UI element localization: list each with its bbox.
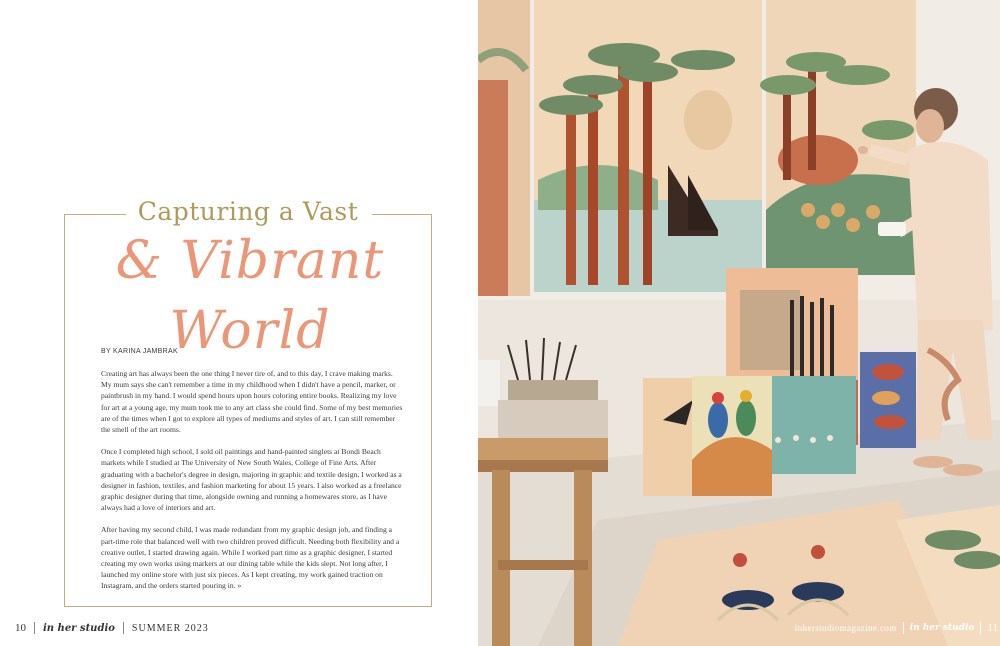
page-number: 11 [987,622,998,634]
article-body [101,368,404,603]
frame-top-left [64,214,126,215]
paragraph: Once I completed high school, I sold oil paintings and hand-painted singlets at Bondi Beach markets while I studied at The University of New South Wales, College of Fine Arts. After graduating with a bachelor's degree in design, majoring in graphic and textile design, I worked as a designer in fashion, textiles, and fashion marketing for about 15 years. I also worked as a freelance graphic designer during that time, alongside owning and running a homewares store, as I have always had a love of interiors and art. [101,447,402,513]
article-title-line1: Capturing a Vast [137,197,359,226]
footer-left [15,620,209,636]
magazine-logo: in her studio [43,622,115,634]
magazine-logo: in her studio [909,623,975,633]
issue-label: SUMMER 2023 [131,622,209,634]
article-title-line2: & Vibrant World [115,231,385,361]
left-page [0,0,478,646]
footer-divider [903,622,904,634]
frame-top-right [372,214,431,215]
studio-photo [478,0,1000,646]
footer-divider [34,622,35,634]
byline: BY KARINA JAMBRAK [101,348,178,355]
footer-divider [123,622,124,634]
paragraph: Creating art has always been the one thing I never tire of, and to this day, I crave making marks. My mum says she can't remember a time in my childhood when I didn't have a pencil, marker, or paintbrush in my hand. I would spend hours upon hours coloring entire books. Realizing my love for art at a young age, my mum took me to any art class she could find. Some of my best memories are of the times when I got to explore all types of mediums and styles of art. I can still remember the smell of the art rooms. [101,369,403,435]
footer-right [795,620,1000,636]
studio-photo-illustration [478,0,1000,646]
page-number: 10 [15,622,26,634]
website-url: inherstudiomagazine.com [794,623,897,633]
paragraph: After having my second child, I was made redundant from my graphic design job, and finding a part-time role that balanced well with two children proved difficult. Needing both flexibility and a creative outlet, I started drawing again. While I worked part time as a graphic designer, I started creating my own works using markers at our dining table while the kids slept. Not long after, I launched my online store with just six pieces. As I kept creating, my work gained traction on Instagram, and the orders started pouring in. » [101,525,400,591]
footer-divider [980,622,981,634]
